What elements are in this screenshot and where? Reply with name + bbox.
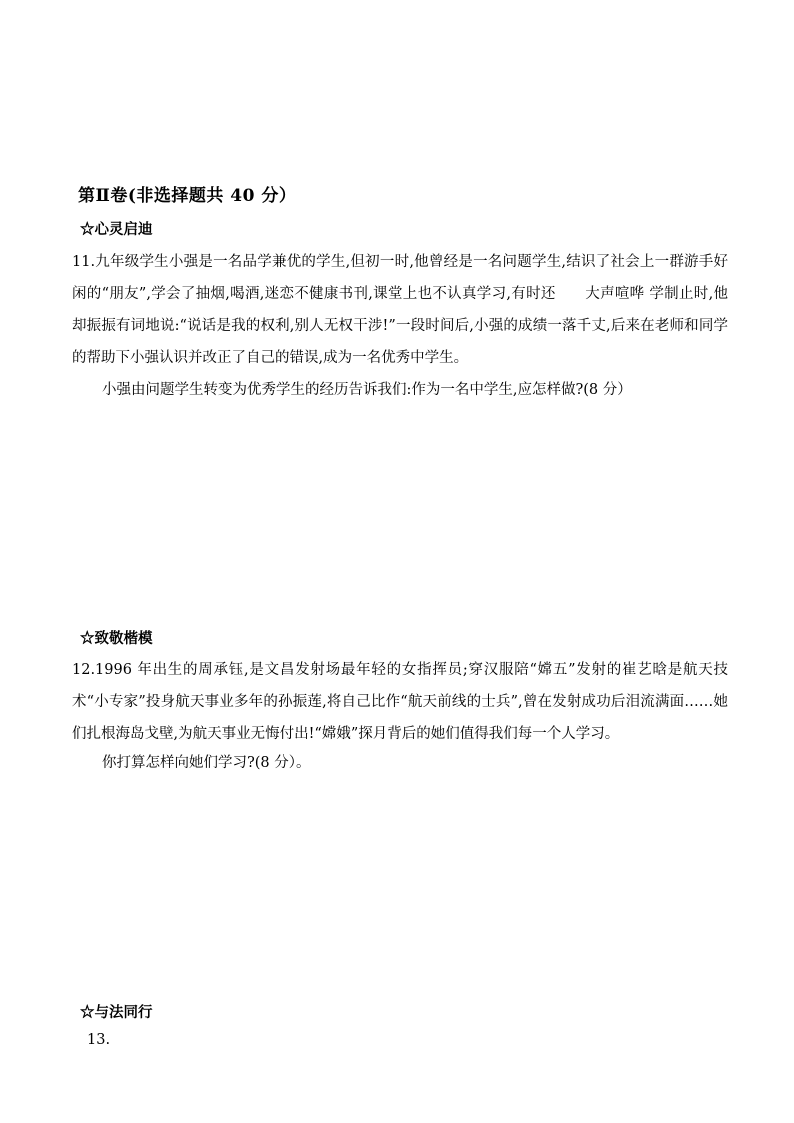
section-heading-zhijing: ☆致敬楷模	[80, 630, 153, 647]
section-heading-yufa: ☆与法同行	[80, 1004, 153, 1021]
question-12-prompt: 你打算怎样向她们学习?(8 分）。	[102, 755, 311, 771]
question-11-body: 11.九年级学生小强是一名品学兼优的学生,但初一时,他曾经是一名问题学生,结识了社会上一群游手好闲的“朋友”,学会了抽烟,喝酒,迷恋不健康书刊,课堂上也不认真学习,有时还 大声喧哗 学制止时,他却振振有词地说:“说话是我的权利,别人无权干涉!”一段时间后,小强的成绩一落千丈,后来在老师和同学的帮助下小强认识并改正了自己的错误,成为一名优秀中学生。	[72, 254, 728, 366]
question-12-body: 12.1996 年出生的周承钰,是文昌发射场最年轻的女指挥员;穿汉服陪“嫦五”发射的崔艺晗是航天技术“小专家”投身航天事业多年的孙振莲,将自己比作“航天前线的士兵”,曾在发射成功后泪流满面……她们扎根海岛戈壁,为航天事业无悔付出!“嫦娥”探月背后的她们值得我们每一个人学习。	[72, 662, 728, 742]
section-heading-xinling: ☆心灵启迪	[80, 221, 153, 238]
question-12-text	[72, 654, 728, 750]
question-11-prompt: 小强由问题学生转变为优秀学生的经历告诉我们:作为一名中学生,应怎样做?(8 分）	[102, 382, 632, 398]
question-11-text	[72, 246, 728, 374]
part-title: 第Ⅱ卷(非选择题共 40 分）	[78, 186, 297, 206]
question-13-number: 13.	[87, 1032, 111, 1048]
